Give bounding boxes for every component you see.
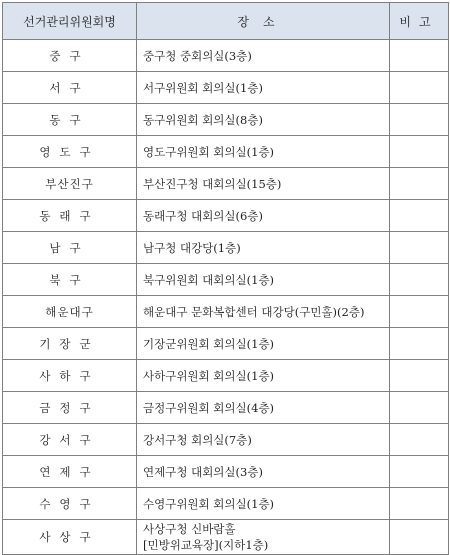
table-row [3, 200, 449, 232]
location-cell [137, 200, 390, 232]
note-cell [390, 264, 449, 296]
table-row [3, 104, 449, 136]
location-text: 기장군위원회 회의실(1층) [143, 336, 275, 351]
location-text: 동래구청 대회의실(6층) [143, 208, 263, 223]
note-cell [390, 232, 449, 264]
location-text: 북구위원회 대회의실(1층) [143, 272, 275, 287]
table-row [3, 296, 449, 328]
note-cell [390, 168, 449, 200]
location-text: 부산진구청 대회의실(15층) [143, 176, 282, 191]
note-cell [390, 456, 449, 488]
district-cell: 수영구 [3, 488, 137, 520]
district-cell: 연제구 [3, 456, 137, 488]
district-cell: 강서구 [3, 424, 137, 456]
district-cell: 사상구 [3, 520, 137, 555]
location-text: 중구청 중회의실(3층) [143, 48, 252, 63]
location-text: 영도구위원회 회의실(1층) [143, 144, 275, 159]
header-district: 선거관리위원회명 [3, 3, 137, 40]
location-text: 동구위원회 회의실(8층) [143, 112, 263, 127]
location-text: 연제구청 대회의실(3층) [143, 464, 263, 479]
note-cell [390, 40, 449, 72]
table-row [3, 456, 449, 488]
note-cell [390, 200, 449, 232]
location-cell [137, 520, 390, 555]
table-row [3, 40, 449, 72]
location-cell [137, 296, 390, 328]
location-cell [137, 392, 390, 424]
location-text: 사하구위원회 회의실(1층) [143, 368, 275, 383]
note-cell [390, 72, 449, 104]
district-cell: 사하구 [3, 360, 137, 392]
note-cell [390, 136, 449, 168]
district-cell: 중구 [3, 40, 137, 72]
location-text: 남구청 대강당(1층) [143, 240, 241, 255]
venue-table [2, 2, 449, 555]
location-cell [137, 168, 390, 200]
location-cell [137, 104, 390, 136]
location-cell [137, 488, 390, 520]
location-text: 서구위원회 회의실(1층) [143, 80, 263, 95]
district-cell: 기장군 [3, 328, 137, 360]
note-cell [390, 360, 449, 392]
table-row [3, 72, 449, 104]
location-cell [137, 424, 390, 456]
district-cell: 해운대구 [3, 296, 137, 328]
table-row [3, 424, 449, 456]
table-row [3, 328, 449, 360]
note-cell [390, 104, 449, 136]
district-cell: 북구 [3, 264, 137, 296]
location-text: 강서구청 회의실(7층) [143, 432, 252, 447]
table-row [3, 520, 449, 555]
location-cell [137, 40, 390, 72]
table-body [3, 40, 449, 555]
note-cell [390, 296, 449, 328]
district-cell: 동구 [3, 104, 137, 136]
district-cell: 동래구 [3, 200, 137, 232]
table-row [3, 392, 449, 424]
table-row [3, 488, 449, 520]
table-row [3, 360, 449, 392]
table-row [3, 168, 449, 200]
district-cell: 서구 [3, 72, 137, 104]
location-text: [민방위교육장](지하1층) [143, 538, 269, 552]
location-text: 수영구위원회 회의실(1층) [143, 496, 275, 511]
table-row [3, 264, 449, 296]
location-text: 금정구위원회 회의실(4층) [143, 400, 275, 415]
note-cell [390, 424, 449, 456]
location-text: 사상구청 신바람홀 [143, 522, 236, 536]
note-cell [390, 392, 449, 424]
location-cell [137, 328, 390, 360]
note-cell [390, 328, 449, 360]
table-row [3, 232, 449, 264]
note-cell [390, 520, 449, 555]
district-cell: 금정구 [3, 392, 137, 424]
location-text: 해운대구 문화복합센터 대강당(구민홀)(2층) [143, 304, 365, 319]
district-cell: 남구 [3, 232, 137, 264]
location-cell [137, 456, 390, 488]
location-cell [137, 360, 390, 392]
location-cell [137, 264, 390, 296]
table-header [3, 3, 449, 40]
header-note: 비고 [390, 3, 449, 40]
district-cell: 영도구 [3, 136, 137, 168]
district-cell: 부산진구 [3, 168, 137, 200]
table-row [3, 136, 449, 168]
location-cell [137, 232, 390, 264]
header-row [3, 3, 449, 40]
location-cell [137, 136, 390, 168]
note-cell [390, 488, 449, 520]
location-cell [137, 72, 390, 104]
header-location: 장소 [137, 3, 390, 40]
